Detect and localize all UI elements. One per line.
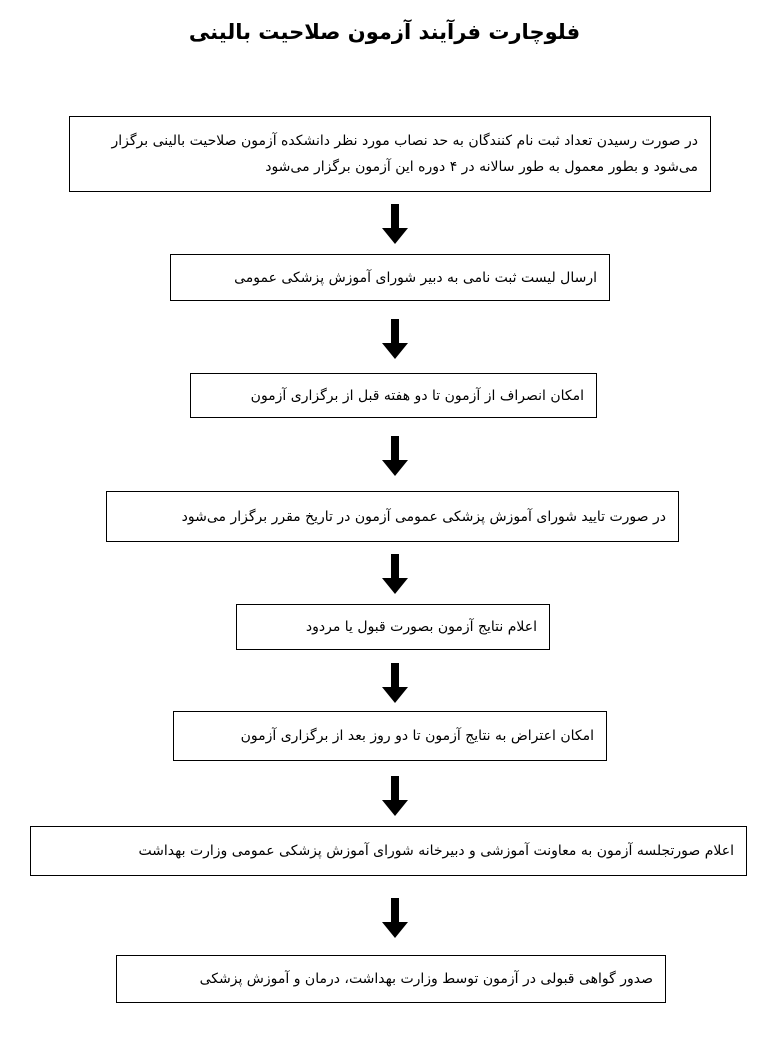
step-8-box bbox=[116, 955, 666, 1003]
flowchart-title: فلوچارت فرآیند آزمون صلاحیت بالینی bbox=[188, 20, 581, 44]
down-arrow-icon bbox=[380, 319, 410, 359]
step-6-box bbox=[173, 711, 607, 761]
step-7-text: اعلام صورتجلسه آزمون به معاونت آموزشی و دبیرخانه شورای آموزش پزشکی عمومی وزارت بهداشت bbox=[138, 843, 734, 859]
step-4-text: در صورت تایید شورای آموزش پزشکی عمومی آزمون در تاریخ مقرر برگزار می‌شود bbox=[181, 508, 666, 525]
step-5-box bbox=[236, 604, 550, 650]
step-4-box bbox=[106, 491, 679, 542]
step-8-text: صدور گواهی قبولی در آزمون توسط وزارت بهداشت، درمان و آموزش پزشکی bbox=[199, 971, 653, 987]
step-7-box bbox=[30, 826, 747, 876]
step-6-text: امکان اعتراض به نتایج آزمون تا دو روز بعد از برگزاری آزمون bbox=[240, 728, 594, 744]
down-arrow-icon bbox=[380, 663, 410, 703]
step-3-box bbox=[190, 373, 597, 418]
step-2-box bbox=[170, 254, 610, 301]
step-2-text: ارسال لیست ثبت نامی به دبیر شورای آموزش پزشکی عمومی bbox=[234, 269, 597, 286]
step-1-box bbox=[69, 116, 711, 192]
step-5-text: اعلام نتایج آزمون بصورت قبول یا مردود bbox=[305, 619, 537, 635]
down-arrow-icon bbox=[380, 204, 410, 244]
step-3-text: امکان انصراف از آزمون تا دو هفته قبل از برگزاری آزمون bbox=[250, 387, 584, 404]
down-arrow-icon bbox=[380, 436, 410, 476]
step-1-text: در صورت رسیدن تعداد ثبت نام کنندگان به حد نصاب مورد نظر دانشکده آزمون صلاحیت بالینی برگزار می‌شود و بطور معمول به طور سالانه در ۴ دوره این آزمون برگزار می‌شود bbox=[111, 133, 698, 175]
down-arrow-icon bbox=[380, 776, 410, 816]
down-arrow-icon bbox=[380, 898, 410, 938]
down-arrow-icon bbox=[380, 554, 410, 594]
